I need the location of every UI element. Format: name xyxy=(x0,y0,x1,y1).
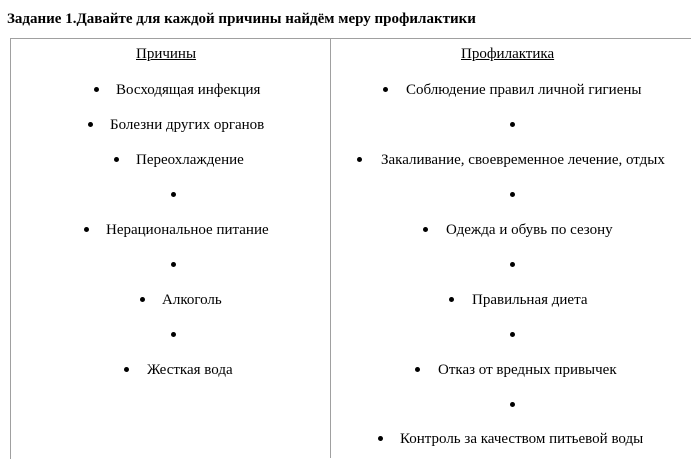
prevention-item: Закаливание, своевременное лечение, отдых xyxy=(381,152,665,168)
prevention-bullet xyxy=(510,402,515,407)
causes-bullet xyxy=(84,227,89,232)
cause-item: Нерациональное питание xyxy=(106,222,269,238)
prevention-item: Правильная диета xyxy=(472,292,588,308)
cause-item: Восходящая инфекция xyxy=(116,82,261,98)
prevention-bullet xyxy=(510,122,515,127)
prevention-bullet xyxy=(423,227,428,232)
causes-bullet xyxy=(88,122,93,127)
prevention-header: Профилактика xyxy=(461,46,555,62)
causes-bullet xyxy=(171,262,176,267)
cause-item: Алкоголь xyxy=(162,292,222,308)
causes-bullet xyxy=(140,297,145,302)
causes-bullet xyxy=(171,192,176,197)
column-divider xyxy=(330,38,331,458)
prevention-item: Отказ от вредных привычек xyxy=(438,362,617,378)
task-title: Задание 1.Давайте для каждой причины найдём меру профилактики xyxy=(7,11,476,27)
cause-item: Болезни других органов xyxy=(110,117,265,133)
causes-header: Причины xyxy=(136,46,197,62)
cause-item: Переохлаждение xyxy=(136,152,244,168)
causes-bullet xyxy=(94,87,99,92)
causes-bullet xyxy=(171,332,176,337)
causes-bullet xyxy=(124,367,129,372)
cause-item: Жесткая вода xyxy=(147,362,233,378)
prevention-bullet xyxy=(383,87,388,92)
prevention-bullet xyxy=(510,192,515,197)
causes-bullet xyxy=(114,157,119,162)
prevention-bullet xyxy=(415,367,420,372)
prevention-bullet xyxy=(510,262,515,267)
prevention-item: Соблюдение правил личной гигиены xyxy=(406,82,642,98)
prevention-bullet xyxy=(510,332,515,337)
prevention-bullet xyxy=(449,297,454,302)
prevention-item: Одежда и обувь по сезону xyxy=(446,222,613,238)
prevention-bullet xyxy=(357,157,362,162)
prevention-bullet xyxy=(378,436,383,441)
causes-prevention-table xyxy=(10,38,691,459)
prevention-item: Контроль за качеством питьевой воды xyxy=(400,431,644,447)
